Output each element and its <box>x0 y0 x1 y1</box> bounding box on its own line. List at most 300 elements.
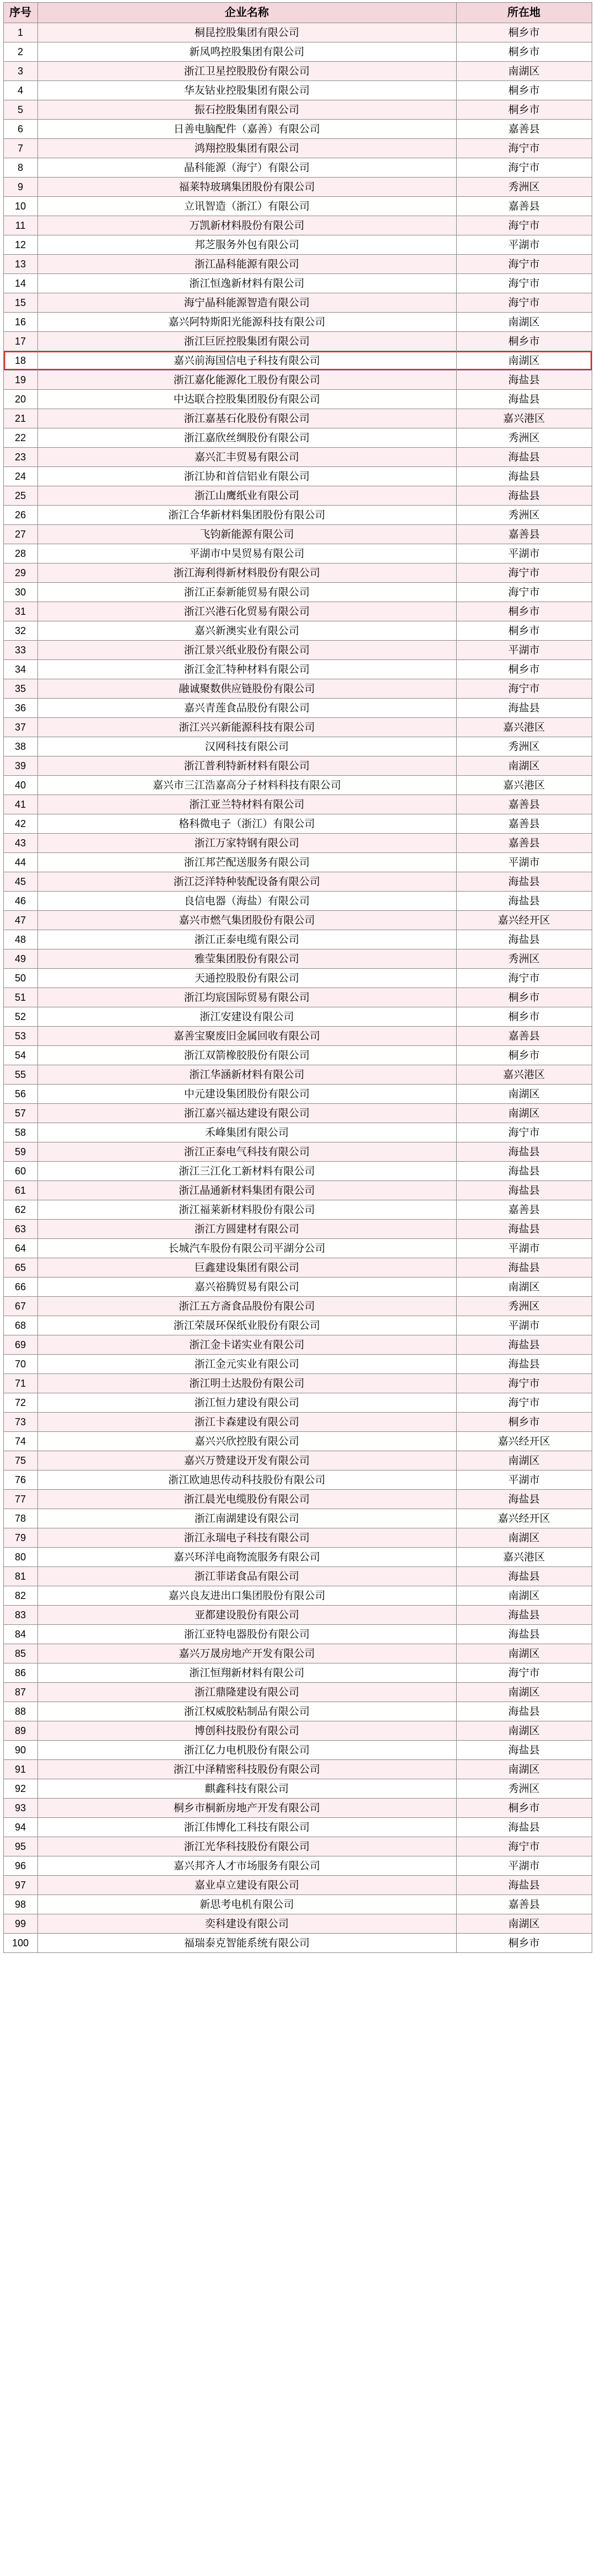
cell-index: 44 <box>3 853 37 872</box>
cell-enterprise-name: 格科微电子（浙江）有限公司 <box>37 814 456 834</box>
cell-index: 72 <box>3 1393 37 1413</box>
cell-enterprise-name: 浙江恒翔新材料有限公司 <box>37 1663 456 1683</box>
table-row <box>3 834 592 853</box>
cell-index: 76 <box>3 1471 37 1490</box>
cell-location: 平湖市 <box>456 235 592 255</box>
cell-enterprise-name: 华友钴业控股集团有限公司 <box>37 81 456 100</box>
table-row <box>3 911 592 930</box>
cell-enterprise-name: 浙江巨匠控股集团有限公司 <box>37 332 456 351</box>
table-row <box>3 42 592 62</box>
cell-enterprise-name: 嘉兴裕腾贸易有限公司 <box>37 1278 456 1297</box>
cell-location: 平湖市 <box>456 1239 592 1258</box>
table-row <box>3 1914 592 1934</box>
cell-enterprise-name: 鸿翔控股集团有限公司 <box>37 139 456 158</box>
cell-enterprise-name: 浙江金卡诺实业有限公司 <box>37 1335 456 1355</box>
table-row <box>3 988 592 1007</box>
cell-location: 海宁市 <box>456 679 592 699</box>
cell-index: 55 <box>3 1065 37 1085</box>
cell-enterprise-name: 浙江晶通新材料集团有限公司 <box>37 1181 456 1200</box>
cell-index: 22 <box>3 428 37 448</box>
cell-enterprise-name: 浙江菲诺食品有限公司 <box>37 1567 456 1586</box>
table-row <box>3 1509 592 1528</box>
cell-enterprise-name: 浙江兴港石化贸易有限公司 <box>37 602 456 621</box>
cell-location: 嘉兴经开区 <box>456 1432 592 1451</box>
cell-location: 海盐县 <box>456 1818 592 1837</box>
cell-location: 桐乡市 <box>456 42 592 62</box>
enterprise-table <box>3 2 592 1953</box>
cell-enterprise-name: 浙江合华新材料集团股份有限公司 <box>37 506 456 525</box>
table-row <box>3 1799 592 1818</box>
cell-enterprise-name: 雅莹集团股份有限公司 <box>37 949 456 969</box>
table-row <box>3 930 592 949</box>
table-row <box>3 621 592 641</box>
cell-index: 4 <box>3 81 37 100</box>
cell-enterprise-name: 浙江华涵新材料有限公司 <box>37 1065 456 1085</box>
cell-index: 28 <box>3 544 37 564</box>
cell-location: 海宁市 <box>456 216 592 235</box>
cell-enterprise-name: 浙江安建设有限公司 <box>37 1007 456 1027</box>
table-row <box>3 371 592 390</box>
cell-location: 南湖区 <box>456 756 592 776</box>
cell-location: 海宁市 <box>456 969 592 988</box>
cell-enterprise-name: 新思考电机有限公司 <box>37 1895 456 1914</box>
table-row <box>3 216 592 235</box>
cell-index: 13 <box>3 255 37 274</box>
cell-location: 海盐县 <box>456 1490 592 1509</box>
table-row <box>3 718 592 737</box>
table-row <box>3 814 592 834</box>
cell-index: 2 <box>3 42 37 62</box>
cell-location: 南湖区 <box>456 1914 592 1934</box>
table-row <box>3 776 592 795</box>
table-row <box>3 332 592 351</box>
cell-index: 18 <box>3 351 37 371</box>
cell-location: 秀洲区 <box>456 506 592 525</box>
cell-index: 48 <box>3 930 37 949</box>
cell-index: 34 <box>3 660 37 679</box>
cell-index: 63 <box>3 1220 37 1239</box>
table-row <box>3 255 592 274</box>
cell-location: 桐乡市 <box>456 660 592 679</box>
cell-index: 12 <box>3 235 37 255</box>
cell-enterprise-name: 浙江福莱新材料股份有限公司 <box>37 1200 456 1220</box>
cell-location: 南湖区 <box>456 1644 592 1663</box>
table-row <box>3 1741 592 1760</box>
cell-enterprise-name: 浙江明土达股份有限公司 <box>37 1374 456 1393</box>
cell-location: 海宁市 <box>456 274 592 293</box>
cell-enterprise-name: 浙江亚兰特材料有限公司 <box>37 795 456 814</box>
cell-location: 南湖区 <box>456 351 592 371</box>
cell-enterprise-name: 嘉兴新澳实业有限公司 <box>37 621 456 641</box>
cell-location: 嘉兴港区 <box>456 1065 592 1085</box>
cell-enterprise-name: 浙江方圆建材有限公司 <box>37 1220 456 1239</box>
table-header <box>3 3 592 23</box>
cell-location: 桐乡市 <box>456 23 592 42</box>
cell-location: 海盐县 <box>456 1181 592 1200</box>
table-row <box>3 1934 592 1953</box>
cell-index: 54 <box>3 1046 37 1065</box>
cell-index: 25 <box>3 486 37 506</box>
cell-enterprise-name: 浙江欧迪思传动科技股份有限公司 <box>37 1471 456 1490</box>
cell-index: 58 <box>3 1123 37 1142</box>
cell-enterprise-name: 嘉兴万晟房地产开发有限公司 <box>37 1644 456 1663</box>
cell-index: 40 <box>3 776 37 795</box>
cell-location: 平湖市 <box>456 1856 592 1876</box>
cell-index: 90 <box>3 1741 37 1760</box>
cell-enterprise-name: 汉网科技有限公司 <box>37 737 456 756</box>
cell-location: 桐乡市 <box>456 100 592 120</box>
cell-index: 11 <box>3 216 37 235</box>
cell-index: 9 <box>3 178 37 197</box>
cell-location: 海宁市 <box>456 293 592 313</box>
table-row <box>3 1567 592 1586</box>
cell-location: 嘉善县 <box>456 1200 592 1220</box>
cell-location: 秀洲区 <box>456 949 592 969</box>
cell-enterprise-name: 浙江景兴纸业股份有限公司 <box>37 641 456 660</box>
cell-location: 海盐县 <box>456 1162 592 1181</box>
cell-location: 嘉兴经开区 <box>456 1509 592 1528</box>
cell-index: 45 <box>3 872 37 892</box>
table-row <box>3 1335 592 1355</box>
table-row <box>3 197 592 216</box>
cell-location: 嘉善县 <box>456 834 592 853</box>
cell-location: 海盐县 <box>456 699 592 718</box>
cell-location: 海盐县 <box>456 1258 592 1278</box>
table-row <box>3 1123 592 1142</box>
cell-index: 78 <box>3 1509 37 1528</box>
cell-location: 桐乡市 <box>456 81 592 100</box>
cell-index: 43 <box>3 834 37 853</box>
cell-index: 37 <box>3 718 37 737</box>
cell-location: 嘉兴港区 <box>456 718 592 737</box>
cell-index: 30 <box>3 583 37 602</box>
cell-location: 桐乡市 <box>456 1934 592 1953</box>
cell-location: 南湖区 <box>456 1586 592 1606</box>
cell-location: 秀洲区 <box>456 178 592 197</box>
cell-index: 20 <box>3 390 37 409</box>
cell-index: 36 <box>3 699 37 718</box>
table-row <box>3 351 592 371</box>
cell-enterprise-name: 嘉兴环洋电商物流服务有限公司 <box>37 1548 456 1567</box>
table-row <box>3 313 592 332</box>
table-row <box>3 1297 592 1316</box>
cell-enterprise-name: 浙江南湖建设有限公司 <box>37 1509 456 1528</box>
cell-enterprise-name: 浙江正泰新能贸易有限公司 <box>37 583 456 602</box>
cell-enterprise-name: 浙江正泰电气科技有限公司 <box>37 1142 456 1162</box>
cell-index: 29 <box>3 564 37 583</box>
cell-enterprise-name: 巨鑫建设集团有限公司 <box>37 1258 456 1278</box>
cell-index: 26 <box>3 506 37 525</box>
cell-enterprise-name: 日善电脑配件（嘉善）有限公司 <box>37 120 456 139</box>
cell-location: 海盐县 <box>456 1702 592 1721</box>
cell-enterprise-name: 嘉兴兴欣控股有限公司 <box>37 1432 456 1451</box>
cell-index: 65 <box>3 1258 37 1278</box>
cell-location: 平湖市 <box>456 1471 592 1490</box>
cell-enterprise-name: 浙江权威胶粘制品有限公司 <box>37 1702 456 1721</box>
cell-index: 41 <box>3 795 37 814</box>
cell-enterprise-name: 嘉兴阿特斯阳光能源科技有限公司 <box>37 313 456 332</box>
cell-location: 海宁市 <box>456 1837 592 1856</box>
cell-index: 64 <box>3 1239 37 1258</box>
cell-location: 桐乡市 <box>456 332 592 351</box>
table-row <box>3 1316 592 1335</box>
cell-location: 嘉善县 <box>456 197 592 216</box>
cell-location: 嘉兴港区 <box>456 1548 592 1567</box>
cell-enterprise-name: 浙江双箭橡胶股份有限公司 <box>37 1046 456 1065</box>
cell-index: 23 <box>3 448 37 467</box>
cell-enterprise-name: 新凤鸣控股集团有限公司 <box>37 42 456 62</box>
cell-location: 嘉善县 <box>456 814 592 834</box>
cell-location: 海盐县 <box>456 1220 592 1239</box>
cell-index: 8 <box>3 158 37 178</box>
table-row <box>3 390 592 409</box>
cell-index: 87 <box>3 1683 37 1702</box>
table-row <box>3 1818 592 1837</box>
cell-index: 99 <box>3 1914 37 1934</box>
cell-location: 嘉兴经开区 <box>456 911 592 930</box>
cell-index: 7 <box>3 139 37 158</box>
cell-index: 62 <box>3 1200 37 1220</box>
cell-index: 42 <box>3 814 37 834</box>
table-row <box>3 1683 592 1702</box>
cell-location: 嘉善县 <box>456 795 592 814</box>
cell-enterprise-name: 浙江亿力电机股份有限公司 <box>37 1741 456 1760</box>
cell-enterprise-name: 浙江卡森建设有限公司 <box>37 1413 456 1432</box>
cell-location: 桐乡市 <box>456 1007 592 1027</box>
cell-index: 80 <box>3 1548 37 1567</box>
cell-location: 南湖区 <box>456 62 592 81</box>
cell-location: 海盐县 <box>456 1625 592 1644</box>
table-row <box>3 428 592 448</box>
cell-index: 67 <box>3 1297 37 1316</box>
table-row <box>3 756 592 776</box>
cell-enterprise-name: 浙江荣晟环保纸业股份有限公司 <box>37 1316 456 1335</box>
cell-location: 海盐县 <box>456 892 592 911</box>
table-row <box>3 506 592 525</box>
cell-enterprise-name: 浙江三江化工新材料有限公司 <box>37 1162 456 1181</box>
cell-enterprise-name: 融诚聚数供应链股份有限公司 <box>37 679 456 699</box>
table-row <box>3 641 592 660</box>
cell-enterprise-name: 中元建设集团股份有限公司 <box>37 1085 456 1104</box>
cell-location: 海宁市 <box>456 1123 592 1142</box>
cell-index: 49 <box>3 949 37 969</box>
cell-enterprise-name: 浙江中泽精密科技股份有限公司 <box>37 1760 456 1779</box>
column-header-location: 所在地 <box>456 3 592 23</box>
cell-index: 86 <box>3 1663 37 1683</box>
cell-index: 47 <box>3 911 37 930</box>
cell-location: 海盐县 <box>456 486 592 506</box>
table-row <box>3 1702 592 1721</box>
cell-index: 89 <box>3 1721 37 1741</box>
cell-location: 南湖区 <box>456 1104 592 1123</box>
cell-location: 海宁市 <box>456 564 592 583</box>
table-row <box>3 872 592 892</box>
cell-enterprise-name: 浙江光华科技股份有限公司 <box>37 1837 456 1856</box>
table-row <box>3 1085 592 1104</box>
column-header-enterprise-name: 企业名称 <box>37 3 456 23</box>
table-row <box>3 1779 592 1799</box>
cell-location: 秀洲区 <box>456 1779 592 1799</box>
table-row <box>3 1374 592 1393</box>
cell-index: 17 <box>3 332 37 351</box>
table-row <box>3 1181 592 1200</box>
cell-location: 海宁市 <box>456 139 592 158</box>
table-row <box>3 467 592 486</box>
cell-location: 海盐县 <box>456 1606 592 1625</box>
table-row <box>3 1355 592 1374</box>
cell-index: 21 <box>3 409 37 428</box>
table-row <box>3 81 592 100</box>
cell-location: 海盐县 <box>456 448 592 467</box>
cell-index: 56 <box>3 1085 37 1104</box>
table-row <box>3 178 592 197</box>
cell-index: 69 <box>3 1335 37 1355</box>
cell-enterprise-name: 浙江嘉欣丝绸股份有限公司 <box>37 428 456 448</box>
cell-enterprise-name: 奕科建设有限公司 <box>37 1914 456 1934</box>
column-header-index: 序号 <box>3 3 37 23</box>
cell-location: 海盐县 <box>456 467 592 486</box>
cell-index: 15 <box>3 293 37 313</box>
cell-enterprise-name: 浙江永瑞电子科技有限公司 <box>37 1528 456 1548</box>
cell-index: 24 <box>3 467 37 486</box>
cell-index: 96 <box>3 1856 37 1876</box>
cell-enterprise-name: 邦芝服务外包有限公司 <box>37 235 456 255</box>
cell-enterprise-name: 海宁晶科能源智造有限公司 <box>37 293 456 313</box>
cell-location: 南湖区 <box>456 313 592 332</box>
table-row <box>3 120 592 139</box>
cell-location: 桐乡市 <box>456 1046 592 1065</box>
table-row <box>3 1586 592 1606</box>
cell-enterprise-name: 浙江晶科能源有限公司 <box>37 255 456 274</box>
table-row <box>3 660 592 679</box>
cell-enterprise-name: 浙江伟博化工科技有限公司 <box>37 1818 456 1837</box>
table-row <box>3 62 592 81</box>
table-row <box>3 1278 592 1297</box>
cell-enterprise-name: 浙江邦芒配送服务有限公司 <box>37 853 456 872</box>
cell-index: 39 <box>3 756 37 776</box>
cell-index: 66 <box>3 1278 37 1297</box>
table-row <box>3 1548 592 1567</box>
table-row <box>3 1760 592 1779</box>
cell-enterprise-name: 浙江正泰电缆有限公司 <box>37 930 456 949</box>
cell-location: 平湖市 <box>456 641 592 660</box>
cell-index: 92 <box>3 1779 37 1799</box>
cell-location: 南湖区 <box>456 1528 592 1548</box>
table-row <box>3 525 592 544</box>
cell-index: 33 <box>3 641 37 660</box>
table-row <box>3 892 592 911</box>
cell-index: 84 <box>3 1625 37 1644</box>
cell-location: 海宁市 <box>456 255 592 274</box>
table-row <box>3 1528 592 1548</box>
cell-index: 81 <box>3 1567 37 1586</box>
cell-enterprise-name: 嘉兴前海国信电子科技有限公司 <box>37 351 456 371</box>
cell-enterprise-name: 浙江嘉化能源化工股份有限公司 <box>37 371 456 390</box>
cell-location: 平湖市 <box>456 544 592 564</box>
cell-location: 海宁市 <box>456 583 592 602</box>
cell-location: 秀洲区 <box>456 428 592 448</box>
cell-enterprise-name: 浙江恒力建设有限公司 <box>37 1393 456 1413</box>
cell-enterprise-name: 嘉兴良友进出口集团股份有限公司 <box>37 1586 456 1606</box>
cell-location: 桐乡市 <box>456 602 592 621</box>
cell-enterprise-name: 浙江山鹰纸业有限公司 <box>37 486 456 506</box>
table-row <box>3 795 592 814</box>
table-row <box>3 969 592 988</box>
cell-location: 南湖区 <box>456 1278 592 1297</box>
cell-location: 桐乡市 <box>456 988 592 1007</box>
cell-enterprise-name: 浙江嘉兴福达建设有限公司 <box>37 1104 456 1123</box>
table-row <box>3 1895 592 1914</box>
cell-enterprise-name: 福莱特玻璃集团股份有限公司 <box>37 178 456 197</box>
cell-enterprise-name: 嘉兴邦齐人才市场服务有限公司 <box>37 1856 456 1876</box>
cell-index: 88 <box>3 1702 37 1721</box>
table-row <box>3 1027 592 1046</box>
cell-index: 71 <box>3 1374 37 1393</box>
table-row <box>3 1625 592 1644</box>
table-row <box>3 1393 592 1413</box>
cell-index: 31 <box>3 602 37 621</box>
cell-location: 海盐县 <box>456 371 592 390</box>
table-row <box>3 1046 592 1065</box>
cell-location: 海盐县 <box>456 1335 592 1355</box>
cell-enterprise-name: 博创科技股份有限公司 <box>37 1721 456 1741</box>
cell-location: 海盐县 <box>456 1142 592 1162</box>
table-row <box>3 1606 592 1625</box>
cell-enterprise-name: 嘉兴市燃气集团股份有限公司 <box>37 911 456 930</box>
cell-location: 南湖区 <box>456 1683 592 1702</box>
table-row <box>3 1856 592 1876</box>
table-row <box>3 602 592 621</box>
cell-enterprise-name: 立讯智造（浙江）有限公司 <box>37 197 456 216</box>
table-row <box>3 583 592 602</box>
cell-index: 61 <box>3 1181 37 1200</box>
cell-index: 83 <box>3 1606 37 1625</box>
cell-index: 91 <box>3 1760 37 1779</box>
cell-location: 嘉兴港区 <box>456 409 592 428</box>
cell-location: 嘉兴港区 <box>456 776 592 795</box>
cell-index: 73 <box>3 1413 37 1432</box>
cell-enterprise-name: 浙江普利特新材料有限公司 <box>37 756 456 776</box>
cell-index: 35 <box>3 679 37 699</box>
cell-enterprise-name: 嘉兴市三江浩嘉高分子材料科技有限公司 <box>37 776 456 795</box>
cell-location: 秀洲区 <box>456 1297 592 1316</box>
cell-index: 19 <box>3 371 37 390</box>
table-row <box>3 1142 592 1162</box>
cell-location: 平湖市 <box>456 853 592 872</box>
cell-enterprise-name: 浙江均宸国际贸易有限公司 <box>37 988 456 1007</box>
table-row <box>3 1663 592 1683</box>
cell-location: 嘉善县 <box>456 525 592 544</box>
cell-index: 5 <box>3 100 37 120</box>
cell-location: 海盐县 <box>456 872 592 892</box>
cell-enterprise-name: 浙江泛洋特种装配设备有限公司 <box>37 872 456 892</box>
table-row <box>3 544 592 564</box>
cell-index: 95 <box>3 1837 37 1856</box>
cell-index: 46 <box>3 892 37 911</box>
cell-index: 75 <box>3 1451 37 1471</box>
cell-location: 海盐县 <box>456 1876 592 1895</box>
table-row <box>3 949 592 969</box>
cell-location: 海盐县 <box>456 1741 592 1760</box>
cell-index: 94 <box>3 1818 37 1837</box>
table-row <box>3 1490 592 1509</box>
cell-enterprise-name: 飞钧新能源有限公司 <box>37 525 456 544</box>
table-row <box>3 1258 592 1278</box>
cell-enterprise-name: 麒鑫科技有限公司 <box>37 1779 456 1799</box>
cell-index: 82 <box>3 1586 37 1606</box>
cell-enterprise-name: 福瑞泰克智能系统有限公司 <box>37 1934 456 1953</box>
cell-enterprise-name: 嘉兴万赞建设开发有限公司 <box>37 1451 456 1471</box>
